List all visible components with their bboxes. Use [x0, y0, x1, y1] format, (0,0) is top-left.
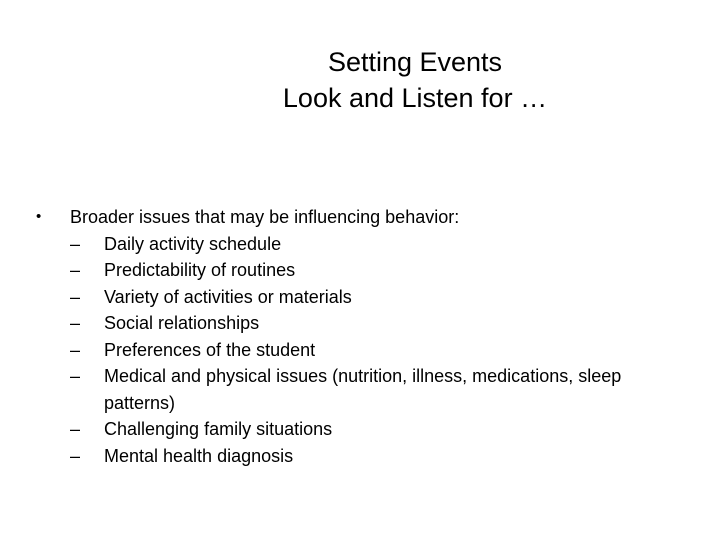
sub-item: [70, 337, 696, 364]
sub-item-text: Mental health diagnosis: [104, 445, 294, 466]
slide-title: [200, 44, 630, 116]
dash-icon: –: [70, 286, 81, 307]
sub-item: [70, 257, 696, 284]
sub-item-text: Social relationships: [104, 313, 260, 333]
sub-item-text: Predictability of routines: [104, 260, 296, 280]
sub-list: [70, 231, 696, 470]
sub-item: [70, 443, 696, 470]
bullet-text: Broader issues that may be influencing behavior:: [70, 207, 460, 227]
dash-icon: –: [70, 445, 81, 466]
sub-item-text: Daily activity schedule: [104, 233, 282, 254]
dash-icon: –: [70, 419, 81, 439]
title-line-1: Setting Events: [327, 47, 503, 77]
dash-icon: –: [70, 339, 81, 360]
sub-item: [70, 363, 696, 416]
sub-item-text: Variety of activities or materials: [104, 286, 352, 307]
content-list: [36, 204, 696, 469]
sub-item: [70, 310, 696, 337]
dash-icon: –: [70, 260, 81, 280]
sub-item: [70, 416, 696, 443]
sub-item-text: Challenging family situations: [104, 419, 333, 439]
sub-item: [70, 231, 696, 258]
bullet-icon: •: [36, 208, 42, 225]
sub-item-text: Preferences of the student: [104, 339, 316, 360]
bullet-item: [36, 204, 696, 231]
dash-icon: –: [70, 366, 81, 386]
dash-icon: –: [70, 233, 81, 254]
title-line-2: Look and Listen for …: [282, 83, 548, 113]
sub-item: [70, 284, 696, 311]
dash-icon: –: [70, 313, 81, 333]
sub-item-text: Medical and physical issues (nutrition, illness, medications, sleep patterns): [104, 366, 622, 413]
